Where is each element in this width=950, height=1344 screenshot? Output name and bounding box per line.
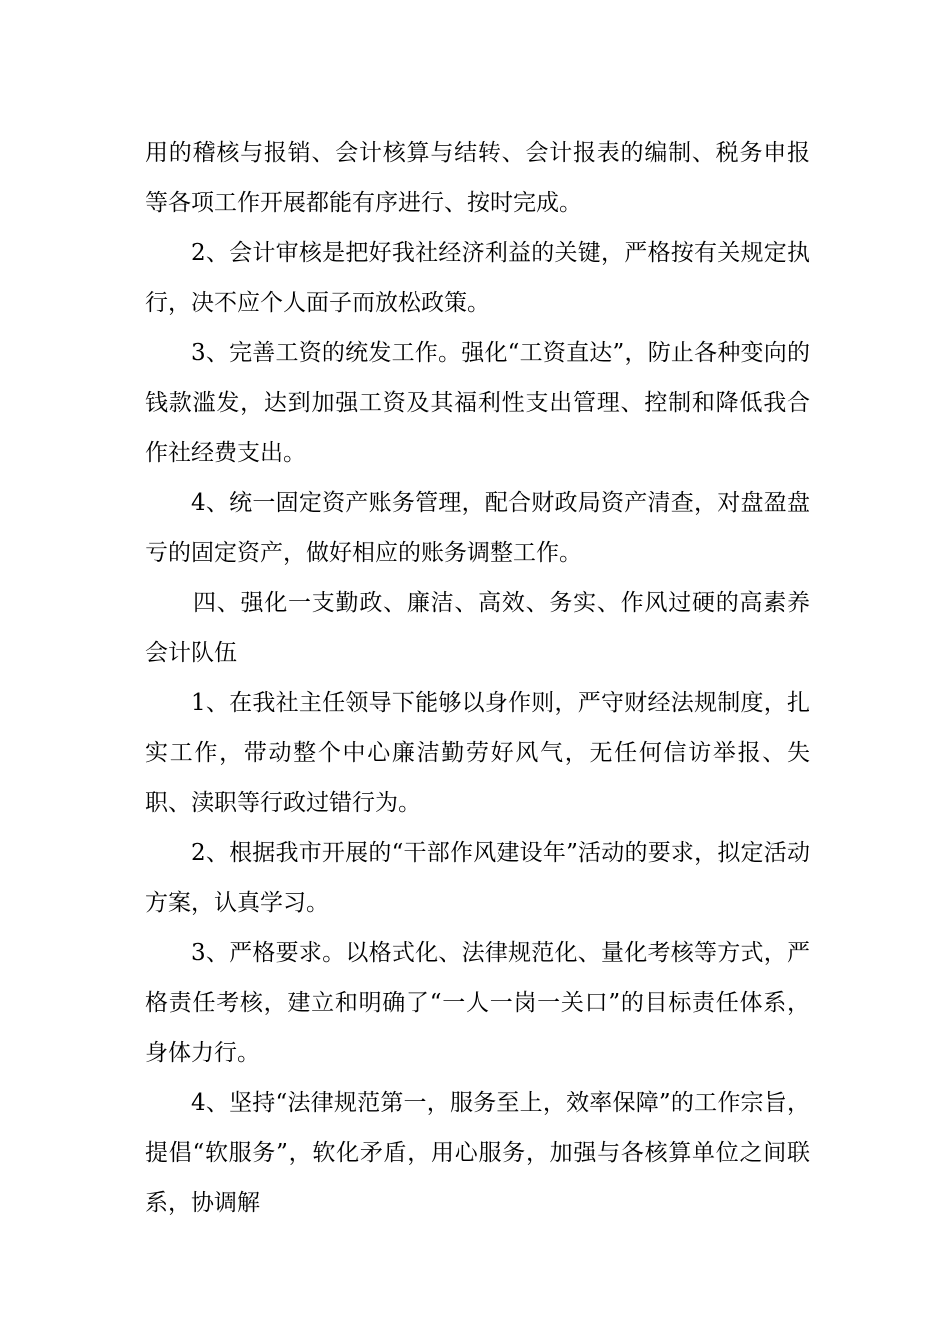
section-heading-four: 四、强化一支勤政、廉洁、高效、务实、作风过硬的高素养会计队伍	[145, 590, 810, 666]
paragraph-item-3-salary: 3、完善工资的统发工作。强化“工资直达”，防止各种变向的钱款滥发，达到加强工资及其福利性支出管理、控制和降低我合作社经费支出。	[145, 340, 810, 466]
paragraph-item-2-audit: 2、会计审核是把好我社经济利益的关键，严格按有关规定执行，决不应个人面子而放松政策。	[145, 240, 810, 316]
paragraph-item-1-leadership: 1、在我社主任领导下能够以身作则，严守财经法规制度，扎实工作，带动整个中心廉洁勤劳好风气，无任何信访举报、失职、渎职等行政过错行为。	[145, 690, 810, 816]
document-page	[145, 128, 810, 1228]
paragraph-item-4-fixed-assets: 4、统一固定资产账务管理，配合财政局资产清查，对盘盈盘亏的固定资产，做好相应的账务调整工作。	[145, 490, 810, 566]
paragraph-item-4-service: 4、坚持“法律规范第一，服务至上，效率保障”的工作宗旨，提倡“软服务”，软化矛盾，用心服务，加强与各核算单位之间联系，协调解	[145, 1090, 810, 1216]
paragraph-item-2-activity: 2、根据我市开展的“干部作风建设年”活动的要求，拟定活动方案，认真学习。	[145, 840, 810, 916]
paragraph-continuation: 用的稽核与报销、会计核算与结转、会计报表的编制、税务申报等各项工作开展都能有序进行、按时完成。	[145, 140, 810, 216]
paragraph-item-3-requirements: 3、严格要求。以格式化、法律规范化、量化考核等方式，严格责任考核，建立和明确了“一人一岗一关口”的目标责任体系，身体力行。	[145, 940, 810, 1066]
